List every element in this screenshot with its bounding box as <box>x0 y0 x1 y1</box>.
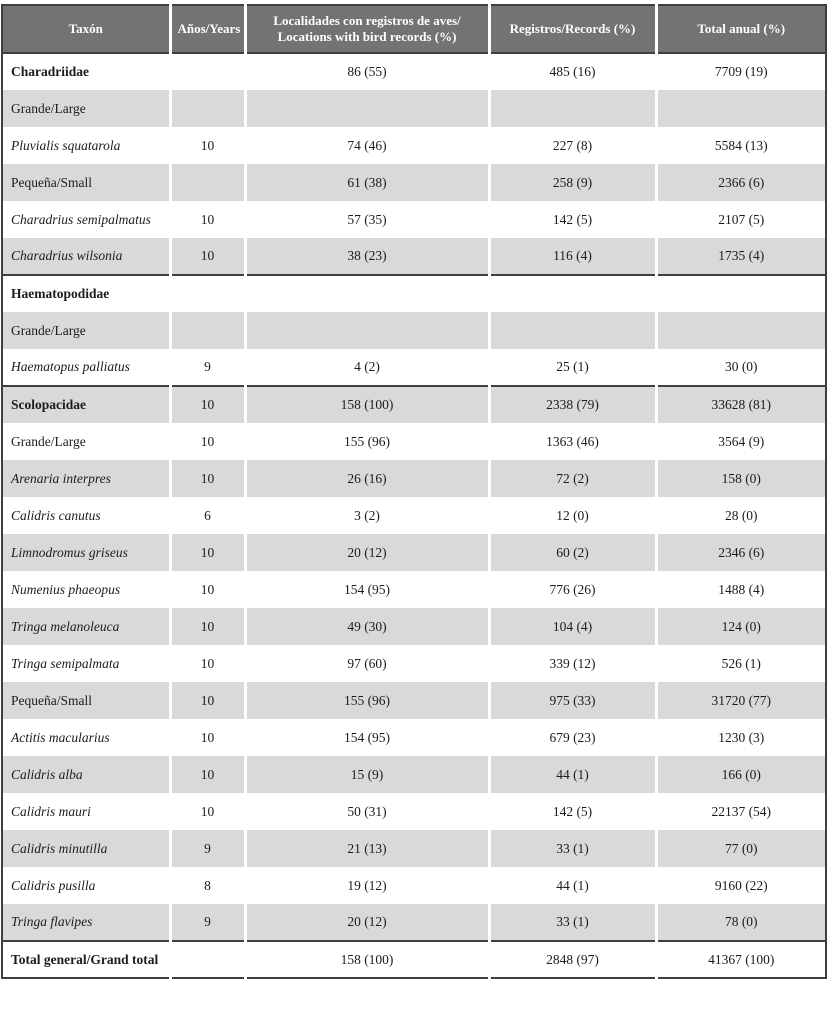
years-cell: 10 <box>170 682 245 719</box>
taxon-cell: Scolopacidae <box>2 386 170 423</box>
table-row <box>2 127 826 164</box>
localities-cell: 38 (23) <box>245 238 489 275</box>
records-cell: 258 (9) <box>489 164 656 201</box>
records-cell: 142 (5) <box>489 793 656 830</box>
taxon-cell: Grande/Large <box>2 90 170 127</box>
total-cell: 22137 (54) <box>656 793 826 830</box>
table-row <box>2 349 826 386</box>
header-row <box>2 5 826 53</box>
table-row <box>2 608 826 645</box>
localities-cell: 26 (16) <box>245 460 489 497</box>
total-cell: 77 (0) <box>656 830 826 867</box>
records-cell: 116 (4) <box>489 238 656 275</box>
taxon-cell: Tringa melanoleuca <box>2 608 170 645</box>
table-row <box>2 682 826 719</box>
column-header-localities: Localidades con registros de aves/ Locations with bird records (%) <box>245 5 489 53</box>
records-cell: 12 (0) <box>489 497 656 534</box>
total-cell: 78 (0) <box>656 904 826 941</box>
total-cell <box>656 275 826 312</box>
table-row <box>2 423 826 460</box>
records-cell: 60 (2) <box>489 534 656 571</box>
records-cell: 142 (5) <box>489 201 656 238</box>
table-row <box>2 719 826 756</box>
years-cell: 10 <box>170 719 245 756</box>
years-cell: 10 <box>170 386 245 423</box>
years-cell: 10 <box>170 460 245 497</box>
taxon-cell: Tringa flavipes <box>2 904 170 941</box>
localities-cell: 20 (12) <box>245 534 489 571</box>
table-row <box>2 53 826 90</box>
localities-cell: 97 (60) <box>245 645 489 682</box>
localities-cell: 61 (38) <box>245 164 489 201</box>
localities-cell: 20 (12) <box>245 904 489 941</box>
records-cell: 776 (26) <box>489 571 656 608</box>
records-cell <box>489 90 656 127</box>
total-cell: 1735 (4) <box>656 238 826 275</box>
table-row <box>2 904 826 941</box>
taxon-cell: Pequeña/Small <box>2 682 170 719</box>
years-cell: 10 <box>170 201 245 238</box>
records-cell: 44 (1) <box>489 756 656 793</box>
localities-cell: 21 (13) <box>245 830 489 867</box>
years-cell: 10 <box>170 238 245 275</box>
total-cell: 3564 (9) <box>656 423 826 460</box>
total-cell: 9160 (22) <box>656 867 826 904</box>
table-row <box>2 90 826 127</box>
table-row <box>2 534 826 571</box>
taxon-cell: Calidris mauri <box>2 793 170 830</box>
localities-cell: 158 (100) <box>245 941 489 978</box>
table-row <box>2 238 826 275</box>
column-header-years: Años/Years <box>170 5 245 53</box>
taxon-cell: Pequeña/Small <box>2 164 170 201</box>
total-cell: 2107 (5) <box>656 201 826 238</box>
total-cell: 33628 (81) <box>656 386 826 423</box>
years-cell: 9 <box>170 830 245 867</box>
taxon-cell: Calidris pusilla <box>2 867 170 904</box>
total-cell: 526 (1) <box>656 645 826 682</box>
total-cell: 1230 (3) <box>656 719 826 756</box>
column-header-taxon: Taxón <box>2 5 170 53</box>
years-cell <box>170 312 245 349</box>
localities-cell: 158 (100) <box>245 386 489 423</box>
table-row <box>2 571 826 608</box>
table-row <box>2 941 826 978</box>
table-body <box>2 53 826 978</box>
localities-cell: 15 (9) <box>245 756 489 793</box>
years-cell: 10 <box>170 756 245 793</box>
taxon-cell: Tringa semipalmata <box>2 645 170 682</box>
years-cell: 10 <box>170 534 245 571</box>
years-cell <box>170 90 245 127</box>
taxon-cell: Grande/Large <box>2 312 170 349</box>
years-cell <box>170 164 245 201</box>
years-cell: 10 <box>170 127 245 164</box>
table-row <box>2 756 826 793</box>
table-row <box>2 867 826 904</box>
total-cell <box>656 312 826 349</box>
table-row <box>2 201 826 238</box>
localities-cell: 49 (30) <box>245 608 489 645</box>
years-cell: 8 <box>170 867 245 904</box>
localities-cell: 3 (2) <box>245 497 489 534</box>
years-cell <box>170 275 245 312</box>
localities-cell: 57 (35) <box>245 201 489 238</box>
records-cell: 33 (1) <box>489 830 656 867</box>
total-cell: 2366 (6) <box>656 164 826 201</box>
records-cell: 227 (8) <box>489 127 656 164</box>
records-cell: 1363 (46) <box>489 423 656 460</box>
years-cell: 6 <box>170 497 245 534</box>
table-header <box>2 5 826 53</box>
taxon-cell: Total general/Grand total <box>2 941 170 978</box>
table-row <box>2 645 826 682</box>
records-cell <box>489 275 656 312</box>
total-cell: 1488 (4) <box>656 571 826 608</box>
total-cell: 28 (0) <box>656 497 826 534</box>
total-cell <box>656 90 826 127</box>
years-cell: 9 <box>170 349 245 386</box>
records-cell: 104 (4) <box>489 608 656 645</box>
localities-cell: 154 (95) <box>245 719 489 756</box>
records-cell: 339 (12) <box>489 645 656 682</box>
localities-cell: 74 (46) <box>245 127 489 164</box>
taxon-cell: Pluvialis squatarola <box>2 127 170 164</box>
total-cell: 158 (0) <box>656 460 826 497</box>
taxon-cell: Haematopus palliatus <box>2 349 170 386</box>
records-cell: 2338 (79) <box>489 386 656 423</box>
table-row <box>2 497 826 534</box>
years-cell: 10 <box>170 423 245 460</box>
taxon-cell: Haematopodidae <box>2 275 170 312</box>
taxon-cell: Calidris canutus <box>2 497 170 534</box>
records-cell: 679 (23) <box>489 719 656 756</box>
taxon-cell: Calidris minutilla <box>2 830 170 867</box>
table-row <box>2 386 826 423</box>
taxon-cell: Charadrius wilsonia <box>2 238 170 275</box>
years-cell: 10 <box>170 645 245 682</box>
years-cell: 10 <box>170 571 245 608</box>
taxon-cell: Calidris alba <box>2 756 170 793</box>
records-cell: 72 (2) <box>489 460 656 497</box>
total-cell: 7709 (19) <box>656 53 826 90</box>
localities-cell: 19 (12) <box>245 867 489 904</box>
total-cell: 31720 (77) <box>656 682 826 719</box>
taxon-cell: Arenaria interpres <box>2 460 170 497</box>
taxon-cell: Charadriidae <box>2 53 170 90</box>
records-cell: 33 (1) <box>489 904 656 941</box>
localities-cell: 4 (2) <box>245 349 489 386</box>
total-cell: 124 (0) <box>656 608 826 645</box>
records-cell <box>489 312 656 349</box>
column-header-records: Registros/Records (%) <box>489 5 656 53</box>
taxon-cell: Charadrius semipalmatus <box>2 201 170 238</box>
localities-cell: 86 (55) <box>245 53 489 90</box>
table-row <box>2 312 826 349</box>
records-cell: 25 (1) <box>489 349 656 386</box>
table-row <box>2 830 826 867</box>
localities-cell: 50 (31) <box>245 793 489 830</box>
total-cell: 41367 (100) <box>656 941 826 978</box>
records-cell: 44 (1) <box>489 867 656 904</box>
localities-cell: 155 (96) <box>245 423 489 460</box>
bird-records-table <box>1 4 827 979</box>
column-header-total: Total anual (%) <box>656 5 826 53</box>
total-cell: 166 (0) <box>656 756 826 793</box>
years-cell: 9 <box>170 904 245 941</box>
taxon-cell: Grande/Large <box>2 423 170 460</box>
localities-cell: 154 (95) <box>245 571 489 608</box>
total-cell: 5584 (13) <box>656 127 826 164</box>
records-cell: 485 (16) <box>489 53 656 90</box>
records-cell: 975 (33) <box>489 682 656 719</box>
table-row <box>2 164 826 201</box>
taxon-cell: Actitis macularius <box>2 719 170 756</box>
years-cell <box>170 53 245 90</box>
years-cell: 10 <box>170 793 245 830</box>
localities-cell: 155 (96) <box>245 682 489 719</box>
total-cell: 30 (0) <box>656 349 826 386</box>
taxon-cell: Numenius phaeopus <box>2 571 170 608</box>
table-row <box>2 275 826 312</box>
localities-cell <box>245 275 489 312</box>
table-row <box>2 793 826 830</box>
total-cell: 2346 (6) <box>656 534 826 571</box>
localities-cell <box>245 90 489 127</box>
years-cell: 10 <box>170 608 245 645</box>
years-cell <box>170 941 245 978</box>
table-row <box>2 460 826 497</box>
localities-cell <box>245 312 489 349</box>
taxon-cell: Limnodromus griseus <box>2 534 170 571</box>
records-cell: 2848 (97) <box>489 941 656 978</box>
